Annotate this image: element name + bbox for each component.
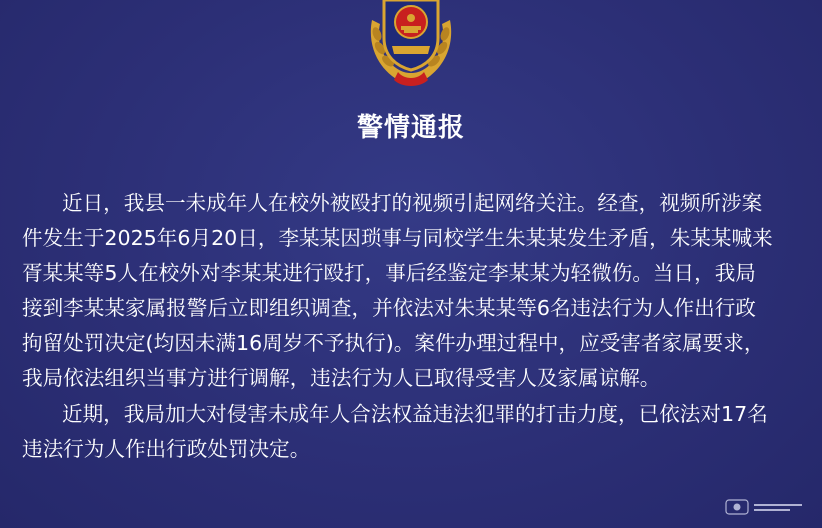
police-emblem-icon [362,0,460,90]
watermark-logo-icon [724,496,808,518]
paragraph-1 [22,186,806,397]
paragraph-line: 拘留处罚决定(均因未满16周岁不予执行)。案件办理过程中，应受害者家属要求， [22,331,765,356]
paragraph-line: 近期，我局加大对侵害未成年人合法权益违法犯罪的打击力度，已依法对17名 [62,401,768,426]
paragraph-line: 我局依法组织当事方进行调解，违法行为人已取得受害人及家属谅解。 [22,366,661,391]
paragraph-line: 违法行为人作出行政处罚决定。 [22,436,311,461]
notice-body [22,186,806,467]
paragraph-line: 接到李某某家属报警后立即组织调查，并依法对朱某某等6名违法行为人作出行政 [22,296,756,321]
paragraph-line: 近日，我县一未成年人在校外被殴打的视频引起网络关注。经查，视频所涉案 [62,191,763,215]
paragraph-2 [22,397,806,467]
notice-title: 警情通报 [356,113,465,143]
paragraph-line: 件发生于2025年6月20日，李某某因琐事与同校学生朱某某发生矛盾，朱某某喊来 [22,226,773,251]
paragraph-line: 胥某某等5人在校外对李某某进行殴打，事后经鉴定李某某为轻微伤。当日，我局 [22,261,756,286]
